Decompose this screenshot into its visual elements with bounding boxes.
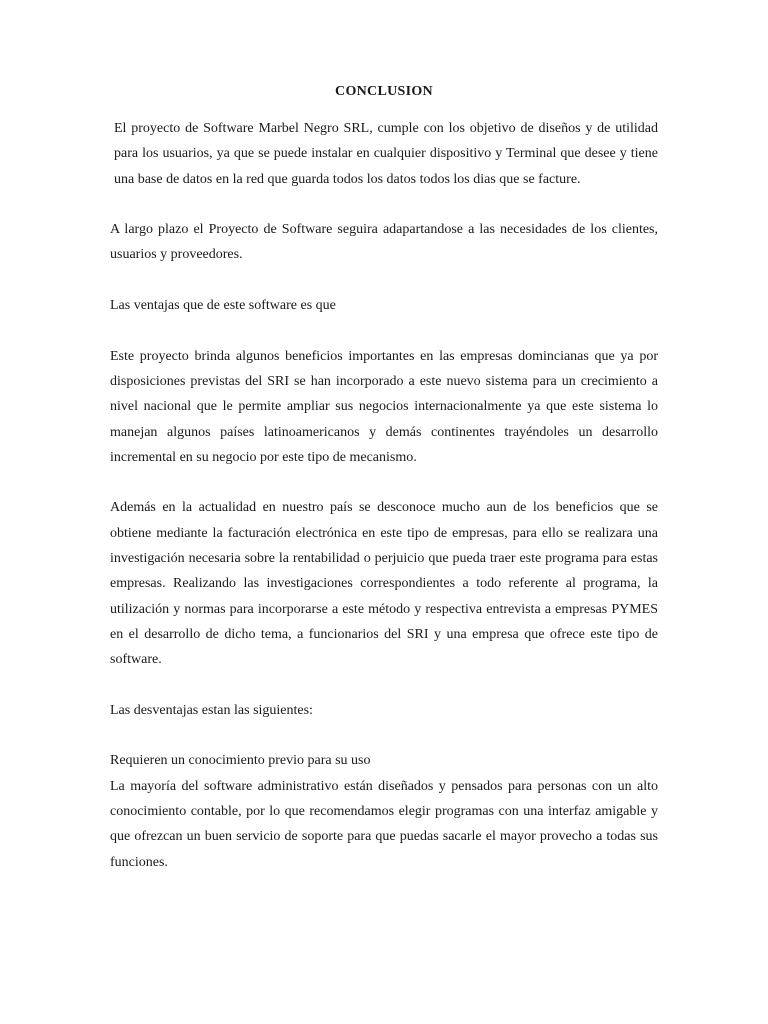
paragraph-spacer <box>110 673 658 698</box>
paragraph-requirement-heading: Requieren un conocimiento previo para su uso <box>110 753 371 769</box>
paragraph-long-term: A largo plazo el Proyecto de Software seguira adapartandose a las necesidades de los clientes, usuarios y proveedores. <box>110 222 658 263</box>
document-body <box>110 116 658 875</box>
paragraph-benefits: Este proyecto brinda algunos beneficios importantes en las empresas domincianas que ya por disposiciones previstas del SRI se han incorporado a este nuevo sistema para un crecimiento a nivel nacional que le permite ampliar sus negocios internacionalmente ya que este sistema lo manejan algunos países latinoamericanos y demás continentes trayéndoles un desarrollo incremental en su negocio por este tipo de mecanismo. <box>110 348 658 465</box>
paragraph-current-situation: Además en la actualidad en nuestro país se desconoce mucho aun de los beneficios que se obtiene mediante la facturación electrónica en este tipo de empresas, para ello se realizara una investigación necesaria sobre la rentabilidad o perjuicio que pueda traer este programa para estas empresas. Realizando las investigaciones correspondientes a todo referente al programa, la utilización y normas para incorporarse a este método y respectiva entrevista a empresas PYMES en el desarrollo de dicho tema, a funcionarios del SRI y una empresa que ofrece este tipo de software. <box>110 500 658 668</box>
paragraph-spacer <box>110 470 658 495</box>
paragraph-spacer <box>110 723 658 748</box>
paragraph-disadvantages-heading: Las desventajas estan las siguientes: <box>110 702 313 718</box>
paragraph-spacer <box>110 268 658 293</box>
paragraph-project-summary: El proyecto de Software Marbel Negro SRL, cumple con los objetivo de diseños y de utilidad para los usuarios, ya que se puede instalar en cualquier dispositivo y Terminal que desee y tiene una base de datos en la red que guarda todos los datos todos los dias que se facture. <box>114 121 658 187</box>
paragraph-spacer <box>110 192 658 217</box>
paragraph-advantages-heading: Las ventajas que de este software es que <box>110 298 336 314</box>
paragraph-requirement-detail: La mayoría del software administrativo están diseñados y pensados para personas con un alto conocimiento contable, por lo que recomendamos elegir programas con una interfaz amigable y que ofrezcan un buen servicio de soporte para que puedas sacarle el mayor provecho a todas sus funciones. <box>110 778 658 870</box>
paragraph-spacer <box>110 318 658 343</box>
document-title: CONCLUSION <box>335 84 433 99</box>
